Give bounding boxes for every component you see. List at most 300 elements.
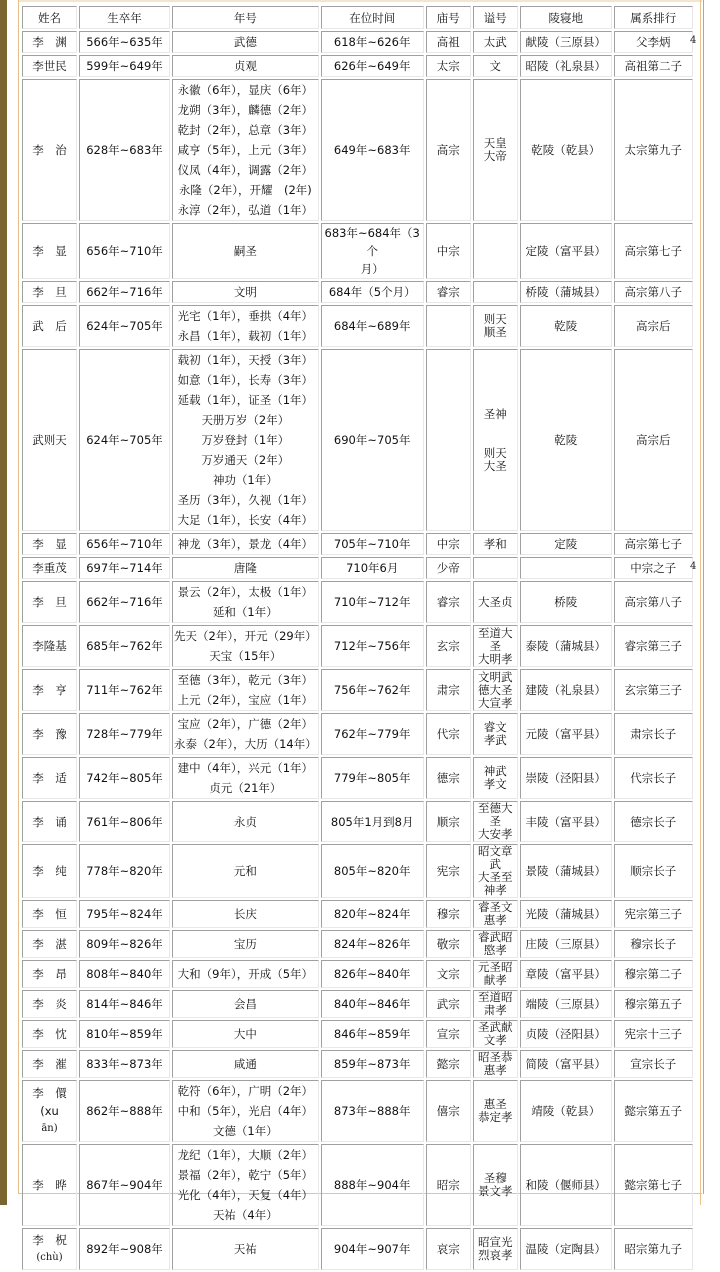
reign-cell	[321, 1020, 424, 1048]
tomb-location: 温陵（定陶县）	[525, 1242, 606, 1256]
temple-name: 敬宗	[436, 937, 460, 951]
tomb-location: 桥陵（蒲城县）	[525, 285, 606, 299]
era-name-line: 景云（2年），太极（1年）	[177, 585, 314, 599]
temple-name: 高祖	[436, 35, 460, 49]
era-name-line: 永隆（2年），开耀 (2年)	[178, 183, 312, 197]
header-lineage: 属系排行	[614, 6, 693, 29]
temple-name-cell	[426, 930, 471, 958]
table-header-row	[22, 6, 693, 29]
tomb-location: 建陵（礼泉县）	[525, 683, 606, 697]
emperor-name: 李 显	[32, 537, 67, 551]
emperor-name-cell	[22, 223, 77, 279]
posthumous-name-cell	[473, 900, 518, 928]
lifespan-cell	[79, 801, 170, 842]
reign-period: 684年（5个月）	[328, 285, 416, 299]
posthumous-name-line: 神武	[483, 764, 507, 778]
lineage-cell	[614, 801, 693, 842]
era-name-line: 至德（3年），乾元（3年）	[177, 673, 314, 687]
lifespan: 761年~806年	[86, 814, 163, 829]
lifespan: 566年~635年	[86, 35, 163, 49]
table-row	[22, 281, 693, 303]
lifespan-cell	[79, 930, 170, 958]
table-row	[22, 960, 693, 988]
table-row	[22, 79, 693, 221]
reign-period: 705年~710年	[333, 537, 411, 551]
lifespan: 810年~859年	[86, 1027, 163, 1041]
era-name-line: 龙朔（3年），麟德（2年）	[177, 103, 314, 117]
posthumous-name-line: 景文孝	[477, 1184, 513, 1198]
era-name-line: 延载（1年），证圣（1年）	[177, 393, 314, 407]
temple-name-cell	[426, 844, 471, 898]
lifespan-cell	[79, 669, 170, 711]
posthumous-name-line: 昭宣光	[477, 1235, 513, 1249]
tomb-cell	[520, 625, 612, 667]
tomb-cell	[520, 757, 612, 799]
temple-name-cell	[426, 1228, 471, 1270]
era-name-line: 永昌（1年），载初（1年）	[177, 329, 314, 343]
lifespan: 808年~840年	[86, 967, 163, 981]
tomb-cell	[520, 713, 612, 755]
table-row	[22, 1080, 693, 1142]
tomb-cell	[520, 1050, 612, 1078]
emperor-name-pinyin: (chù)	[36, 1252, 63, 1263]
posthumous-name-cell	[473, 349, 518, 531]
era-names-cell	[172, 223, 319, 279]
header-posthumous-name: 谥号	[473, 6, 518, 29]
tomb-cell	[520, 79, 612, 221]
posthumous-name-line: 文明武	[477, 669, 513, 684]
temple-name: 穆宗	[436, 907, 460, 921]
era-names-cell	[172, 1020, 319, 1048]
lifespan: 662年~716年	[86, 285, 163, 299]
lifespan: 599年~649年	[86, 59, 163, 73]
reign-cell	[321, 349, 424, 531]
tomb-cell	[520, 1144, 612, 1226]
temple-name: 懿宗	[436, 1057, 460, 1071]
posthumous-name-cell	[473, 960, 518, 988]
emperor-name: 李 亨	[32, 683, 67, 697]
era-name-line: 龙纪（1年），大顺（2年）	[177, 1148, 314, 1162]
reign-cell	[321, 844, 424, 898]
table-row	[22, 557, 693, 579]
posthumous-name-cell	[473, 581, 518, 623]
reign-period: 840年~846年	[333, 997, 411, 1011]
tomb-cell	[520, 990, 612, 1018]
era-name-line: 永贞	[233, 814, 257, 829]
tomb-location: 定陵（富平县）	[525, 244, 606, 258]
posthumous-name-cell	[473, 557, 518, 579]
era-name-line: 大中	[233, 1027, 257, 1041]
emperor-name-cell	[22, 801, 77, 842]
reign-cell	[321, 1080, 424, 1142]
table-row	[22, 305, 693, 347]
reign-period: 月）	[360, 262, 384, 276]
emperor-name: 李 诵	[32, 814, 67, 829]
lineage: 穆宗第五子	[624, 997, 682, 1011]
lifespan: 795年~824年	[86, 907, 163, 921]
lineage-cell	[614, 55, 693, 77]
posthumous-name-line: 大明孝	[477, 651, 513, 666]
table-row	[22, 1144, 693, 1226]
header-lifespan: 生卒年	[79, 6, 170, 29]
posthumous-name-line: 睿圣文惠孝	[477, 900, 513, 927]
era-names-cell	[172, 1144, 319, 1226]
header-temple-name: 庙号	[426, 6, 471, 29]
posthumous-name-cell	[473, 223, 518, 279]
reign-period: 805年1月到8月	[330, 814, 414, 829]
tomb-location: 贞陵（泾阳县）	[525, 1027, 606, 1041]
posthumous-name-line: 元圣昭献孝	[477, 960, 513, 987]
emperor-name-cell	[22, 281, 77, 303]
lineage: 高宗第七子	[624, 244, 682, 258]
temple-name-cell	[426, 900, 471, 928]
reign-cell	[321, 79, 424, 221]
left-decorative-bar	[0, 0, 7, 1205]
tomb-cell	[520, 533, 612, 555]
reign-period: 846年~859年	[333, 1027, 411, 1041]
era-names-cell	[172, 990, 319, 1018]
tomb-location: 景陵（蒲城县）	[525, 864, 606, 878]
posthumous-name-line: 孝文	[483, 777, 507, 791]
era-name-line: 天祐	[233, 1242, 257, 1256]
tomb-cell	[520, 581, 612, 623]
tomb-cell	[520, 223, 612, 279]
reign-period: 710年~712年	[333, 595, 411, 609]
era-name-line: 天祐（4年）	[212, 1208, 278, 1222]
lifespan-cell	[79, 31, 170, 53]
lineage: 穆宗长子	[630, 937, 677, 951]
lifespan-cell	[79, 900, 170, 928]
tomb-location: 简陵（富平县）	[525, 1057, 606, 1071]
posthumous-name-cell	[473, 990, 518, 1018]
era-names-cell	[172, 625, 319, 667]
tomb-location: 和陵（偃师县）	[525, 1178, 606, 1192]
header-reign: 在位时间	[321, 6, 424, 29]
tomb-cell	[520, 900, 612, 928]
lineage-cell	[614, 281, 693, 303]
temple-name-cell	[426, 581, 471, 623]
posthumous-name-line: 文	[489, 58, 501, 73]
posthumous-name-line: 天皇	[483, 136, 507, 150]
posthumous-name-line: 大圣	[483, 458, 507, 473]
temple-name: 德宗	[436, 771, 460, 785]
emperor-name: 李 忱	[32, 1027, 67, 1041]
lifespan-cell	[79, 533, 170, 555]
emperor-name-cell	[22, 557, 77, 579]
tomb-cell	[520, 1020, 612, 1048]
era-name-line: 圣历（3年），久视（1年）	[177, 493, 314, 507]
reign-period: 820年~824年	[333, 907, 411, 921]
emperor-name: 李 纯	[32, 864, 67, 878]
era-names-cell	[172, 757, 319, 799]
tang-emperors-table	[20, 4, 695, 1272]
tomb-cell	[520, 349, 612, 531]
temple-name: 少帝	[436, 561, 460, 575]
reign-period: 618年~626年	[333, 35, 411, 49]
era-name-line: 如意（1年），长寿（3年）	[177, 373, 314, 387]
lifespan-cell	[79, 581, 170, 623]
table-row	[22, 349, 693, 531]
lifespan-cell	[79, 1020, 170, 1048]
tomb-cell	[520, 930, 612, 958]
tomb-location: 乾陵（乾县）	[531, 143, 601, 157]
emperor-name: 李 儇(xu	[32, 1086, 67, 1118]
footnote-marker: 4	[690, 561, 697, 572]
era-name-line: 咸亨（5年），上元（3年）	[177, 143, 314, 157]
reign-period: 710年6月	[346, 561, 399, 575]
era-name-line: 永淳（2年），弘道（1年）	[177, 203, 314, 217]
posthumous-name-line: 至道昭肃孝	[477, 990, 513, 1017]
reign-cell	[321, 625, 424, 667]
emperor-name: 李 旦	[32, 595, 67, 609]
temple-name-cell	[426, 960, 471, 988]
lifespan: 624年~705年	[86, 433, 163, 447]
reign-cell	[321, 223, 424, 279]
table-row	[22, 625, 693, 667]
temple-name-cell	[426, 757, 471, 799]
tomb-location: 章陵（富平县）	[525, 967, 606, 981]
posthumous-name-line: 孝和	[483, 536, 507, 551]
posthumous-name-line: 惠圣	[483, 1097, 507, 1111]
lineage-cell	[614, 757, 693, 799]
reign-cell	[321, 1050, 424, 1078]
era-name-line: 载初（1年），天授（3年）	[177, 353, 314, 367]
header-era-names: 年号	[172, 6, 319, 29]
reign-cell	[321, 1144, 424, 1226]
temple-name: 宪宗	[436, 864, 460, 878]
temple-name-cell	[426, 990, 471, 1018]
temple-name: 睿宗	[436, 285, 460, 299]
lineage: 德宗长子	[630, 814, 677, 829]
lifespan-cell	[79, 1228, 170, 1270]
emperor-name-cell	[22, 960, 77, 988]
lineage-cell	[614, 557, 693, 579]
temple-name: 睿宗	[436, 595, 460, 609]
tomb-location: 泰陵（蒲城县）	[525, 639, 606, 653]
lifespan-cell	[79, 713, 170, 755]
emperor-name: 李重茂	[32, 561, 67, 575]
lifespan: 656年~710年	[86, 244, 163, 258]
posthumous-name-cell	[473, 55, 518, 77]
lineage-cell	[614, 960, 693, 988]
era-names-cell	[172, 79, 319, 221]
posthumous-name-cell	[473, 281, 518, 303]
era-names-cell	[172, 349, 319, 531]
lineage: 高宗第八子	[624, 285, 682, 299]
emperor-name-cell	[22, 79, 77, 221]
header-name: 姓名	[22, 6, 77, 29]
temple-name-cell	[426, 1144, 471, 1226]
emperor-name: 李 晔	[32, 1178, 67, 1192]
emperor-name-cell	[22, 990, 77, 1018]
era-names-cell	[172, 1050, 319, 1078]
reign-cell	[321, 669, 424, 711]
posthumous-name-line: 大帝	[483, 149, 507, 163]
lifespan: 656年~710年	[86, 537, 163, 551]
lineage-cell	[614, 990, 693, 1018]
era-name-line: 宝应（2年），广德（2年）	[177, 717, 314, 731]
era-name-line: 天宝（15年）	[209, 649, 282, 663]
tomb-location: 崇陵（泾阳县）	[525, 771, 606, 785]
left-margin	[7, 0, 18, 1205]
era-name-line: 上元（2年），宝应（1年）	[177, 693, 314, 707]
temple-name-cell	[426, 1050, 471, 1078]
era-names-cell	[172, 1080, 319, 1142]
lifespan: 892年~908年	[86, 1242, 163, 1256]
reign-period: 690年~705年	[333, 433, 411, 447]
lineage-cell	[614, 1050, 693, 1078]
lineage: 宪宗十三子	[624, 1027, 682, 1041]
temple-name: 代宗	[436, 727, 460, 741]
lineage: 懿宗第五子	[624, 1104, 682, 1118]
temple-name: 宣宗	[436, 1027, 460, 1041]
posthumous-name-cell	[473, 79, 518, 221]
era-name-line: 永泰（2年），大历（14年）	[174, 737, 317, 751]
reign-period: 762年~779年	[333, 727, 411, 741]
emperor-name-cell	[22, 757, 77, 799]
posthumous-name-line: 孝武	[483, 733, 507, 747]
era-names-cell	[172, 557, 319, 579]
lifespan: 628年~683年	[86, 143, 163, 157]
era-name-line: 文德（1年）	[212, 1124, 278, 1138]
tomb-cell	[520, 1228, 612, 1270]
emperor-name: 李 显	[32, 244, 67, 258]
temple-name: 玄宗	[436, 639, 460, 653]
era-name-line: 乾符（6年），广明（2年）	[177, 1084, 314, 1098]
era-names-cell	[172, 930, 319, 958]
lifespan: 624年~705年	[86, 319, 163, 333]
posthumous-name-line: 昭圣恭惠孝	[477, 1050, 513, 1077]
temple-name: 文宗	[436, 967, 460, 981]
lifespan: 862年~888年	[86, 1104, 163, 1118]
temple-name-cell	[426, 79, 471, 221]
tomb-cell	[520, 669, 612, 711]
era-names-cell	[172, 960, 319, 988]
era-name-line: 会昌	[233, 997, 257, 1011]
lineage-cell	[614, 305, 693, 347]
table-row	[22, 581, 693, 623]
era-name-line: 光化（4年），天复（4年）	[177, 1188, 314, 1202]
emperor-name: 李 适	[32, 771, 67, 785]
temple-name-cell	[426, 533, 471, 555]
era-name-line: 大和（9年），开成（5年）	[177, 967, 314, 981]
table-row	[22, 990, 693, 1018]
era-name-line: 咸通	[233, 1057, 257, 1071]
lifespan: 697年~714年	[86, 561, 163, 575]
era-name-line: 天册万岁（2年）	[201, 413, 290, 427]
reign-cell	[321, 533, 424, 555]
tomb-cell	[520, 960, 612, 988]
posthumous-name-line: 睿武昭愍孝	[477, 930, 513, 957]
lineage: 高祖第二子	[624, 59, 682, 73]
lineage-cell	[614, 1144, 693, 1226]
reign-cell	[321, 305, 424, 347]
tomb-cell	[520, 801, 612, 842]
posthumous-name-cell	[473, 1228, 518, 1270]
lifespan: 809年~826年	[86, 937, 163, 951]
era-name-line: 武德	[233, 35, 257, 49]
temple-name-cell	[426, 55, 471, 77]
emperor-name-pinyin: ān)	[41, 1123, 58, 1134]
table-body	[22, 31, 693, 1270]
posthumous-name-line: 德大圣	[477, 682, 513, 697]
lifespan: 662年~716年	[86, 595, 163, 609]
posthumous-name-line: 烈哀孝	[477, 1248, 513, 1262]
posthumous-name-cell	[473, 844, 518, 898]
tomb-location: 庄陵（三原县）	[525, 937, 606, 951]
era-names-cell	[172, 581, 319, 623]
table-row	[22, 1228, 693, 1270]
emperor-name: 李 湛	[32, 937, 67, 951]
lifespan-cell	[79, 960, 170, 988]
lifespan-cell	[79, 990, 170, 1018]
lineage-cell	[614, 669, 693, 711]
posthumous-name-line: 大圣至神孝	[477, 870, 513, 897]
era-names-cell	[172, 713, 319, 755]
tomb-location: 桥陵	[554, 595, 578, 609]
lineage: 高宗后	[635, 433, 671, 447]
emperor-name-cell	[22, 55, 77, 77]
era-name-line: 神功（1年）	[212, 473, 278, 487]
lineage: 顺宗长子	[630, 864, 677, 878]
era-name-line: 文明	[233, 285, 257, 299]
reign-cell	[321, 281, 424, 303]
era-name-line: 景福（2年），乾宁（5年）	[177, 1168, 314, 1182]
emperor-name-cell	[22, 625, 77, 667]
posthumous-name-line: 至德大圣	[477, 801, 513, 828]
posthumous-name-line: 睿文	[483, 720, 507, 734]
emperor-name-cell	[22, 349, 77, 531]
temple-name-cell	[426, 713, 471, 755]
lifespan: 728年~779年	[86, 727, 163, 741]
temple-name-cell	[426, 801, 471, 842]
temple-name-cell	[426, 625, 471, 667]
posthumous-name-line: 大安孝	[477, 827, 513, 841]
lineage-cell	[614, 79, 693, 221]
lineage: 肃宗长子	[630, 727, 677, 741]
table-row	[22, 533, 693, 555]
reign-cell	[321, 31, 424, 53]
tomb-location: 丰陵（富平县）	[525, 814, 606, 829]
tomb-location: 端陵（三原县）	[525, 997, 606, 1011]
table-row	[22, 844, 693, 898]
emperor-name-cell	[22, 844, 77, 898]
posthumous-name-line: 圣神	[483, 406, 507, 421]
temple-name: 中宗	[436, 244, 460, 258]
lifespan-cell	[79, 349, 170, 531]
reign-cell	[321, 1228, 424, 1270]
temple-name: 太宗	[436, 59, 460, 73]
posthumous-name-line: 大宣孝	[477, 695, 513, 710]
posthumous-name-line: 圣穆	[483, 1171, 507, 1185]
era-names-cell	[172, 281, 319, 303]
reign-cell	[321, 960, 424, 988]
reign-period: 683年~684年（3个	[324, 226, 420, 258]
emperor-name: 李 恒	[32, 907, 67, 921]
temple-name-cell	[426, 305, 471, 347]
table-row	[22, 1050, 693, 1078]
lineage: 太宗第九子	[624, 143, 682, 157]
reign-cell	[321, 900, 424, 928]
table-row	[22, 669, 693, 711]
emperor-name-cell	[22, 31, 77, 53]
era-name-line: 大足（1年），长安（4年）	[177, 513, 314, 527]
lifespan-cell	[79, 223, 170, 279]
emperor-name: 李 昂	[32, 967, 67, 981]
temple-name: 肃宗	[436, 683, 460, 697]
tomb-cell	[520, 31, 612, 53]
lineage: 父李炳	[635, 35, 671, 49]
